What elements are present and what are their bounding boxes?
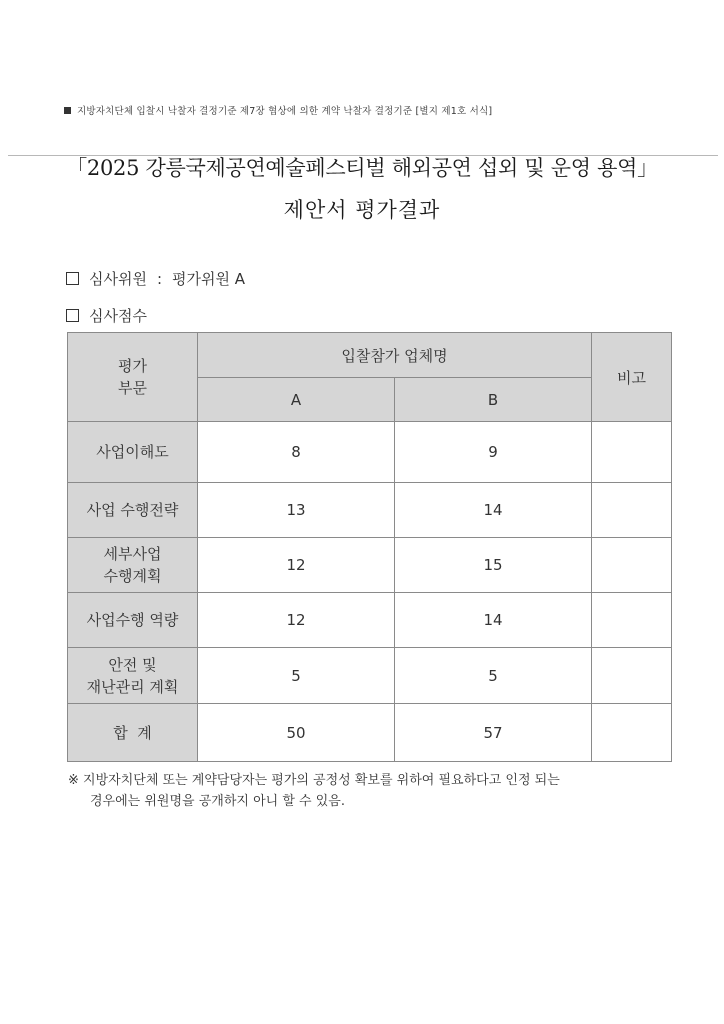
category-line: 사업수행 역량 [86, 611, 179, 629]
total-label-cell: 합 계 [68, 704, 198, 762]
category-cell [68, 648, 198, 704]
reviewer-colon: : [156, 270, 163, 288]
black-square-icon [64, 107, 71, 114]
footnote-mark: ※ [68, 773, 79, 788]
table-row [68, 483, 672, 538]
note-cell [592, 648, 672, 704]
note-cell [592, 422, 672, 483]
reviewer-label: 심사위원 [89, 270, 147, 288]
document-title: 「2025 강릉국제공연예술페스티벌 해외공연 섭외 및 운영 용역」 [66, 156, 658, 180]
category-cell [68, 538, 198, 593]
note-cell [592, 593, 672, 648]
score-b-cell: 5 [395, 648, 592, 704]
bidder-b-header: B [395, 378, 592, 422]
note-cell [592, 483, 672, 538]
category-header-line: 부문 [118, 379, 147, 397]
evaluation-table [67, 332, 672, 762]
note-cell [592, 538, 672, 593]
score-b-cell: 14 [395, 483, 592, 538]
bidders-header-cell: 입찰참가 업체명 [198, 333, 592, 378]
category-line: 수행계획 [103, 567, 162, 585]
reviewer-value: 평가위원 A [172, 270, 246, 288]
score-b-cell: 14 [395, 593, 592, 648]
total-a-cell: 50 [198, 704, 395, 762]
table-row [68, 648, 672, 704]
category-cell [68, 593, 198, 648]
category-line: 안전 및 [108, 655, 157, 674]
bidder-a-header: A [198, 378, 395, 422]
document-subtitle: 제안서 평가결과 [283, 198, 441, 222]
table-row [68, 538, 672, 593]
category-cell [68, 422, 198, 483]
table-row [68, 593, 672, 648]
score-a-cell: 12 [198, 593, 395, 648]
footnote [68, 770, 560, 812]
table-row [68, 422, 672, 483]
total-b-cell: 57 [395, 704, 592, 762]
score-heading [66, 305, 147, 326]
form-reference-note [64, 103, 492, 117]
form-reference-text: 지방자치단체 입찰시 낙찰자 결정기준 제7장 협상에 의한 계약 낙찰자 결정기준 [별지 제1호 서식] [77, 106, 493, 117]
score-b-cell: 15 [395, 538, 592, 593]
footnote-line: 지방자치단체 또는 계약담당자는 평가의 공정성 확보를 위하여 필요하다고 인정 되는 [83, 773, 560, 788]
score-b-cell: 9 [395, 422, 592, 483]
category-line: 사업 수행전략 [86, 501, 179, 519]
category-header-cell [68, 333, 198, 422]
score-a-cell: 13 [198, 483, 395, 538]
checkbox-square-icon [66, 272, 79, 285]
footnote-line: 경우에는 위원명을 공개하지 아니 할 수 있음. [90, 794, 345, 809]
total-note-cell [592, 704, 672, 762]
note-header-cell: 비고 [592, 333, 672, 422]
category-header-line: 평가 [118, 357, 147, 375]
category-cell [68, 483, 198, 538]
score-a-cell: 5 [198, 648, 395, 704]
category-line: 세부사업 [103, 545, 162, 563]
category-line: 재난관리 계획 [86, 677, 179, 696]
total-row [68, 704, 672, 762]
checkbox-square-icon [66, 309, 79, 322]
score-a-cell: 8 [198, 422, 395, 483]
score-a-cell: 12 [198, 538, 395, 593]
reviewer-line [66, 268, 245, 289]
category-line: 사업이해도 [96, 443, 169, 461]
score-heading-text: 심사점수 [89, 307, 147, 325]
